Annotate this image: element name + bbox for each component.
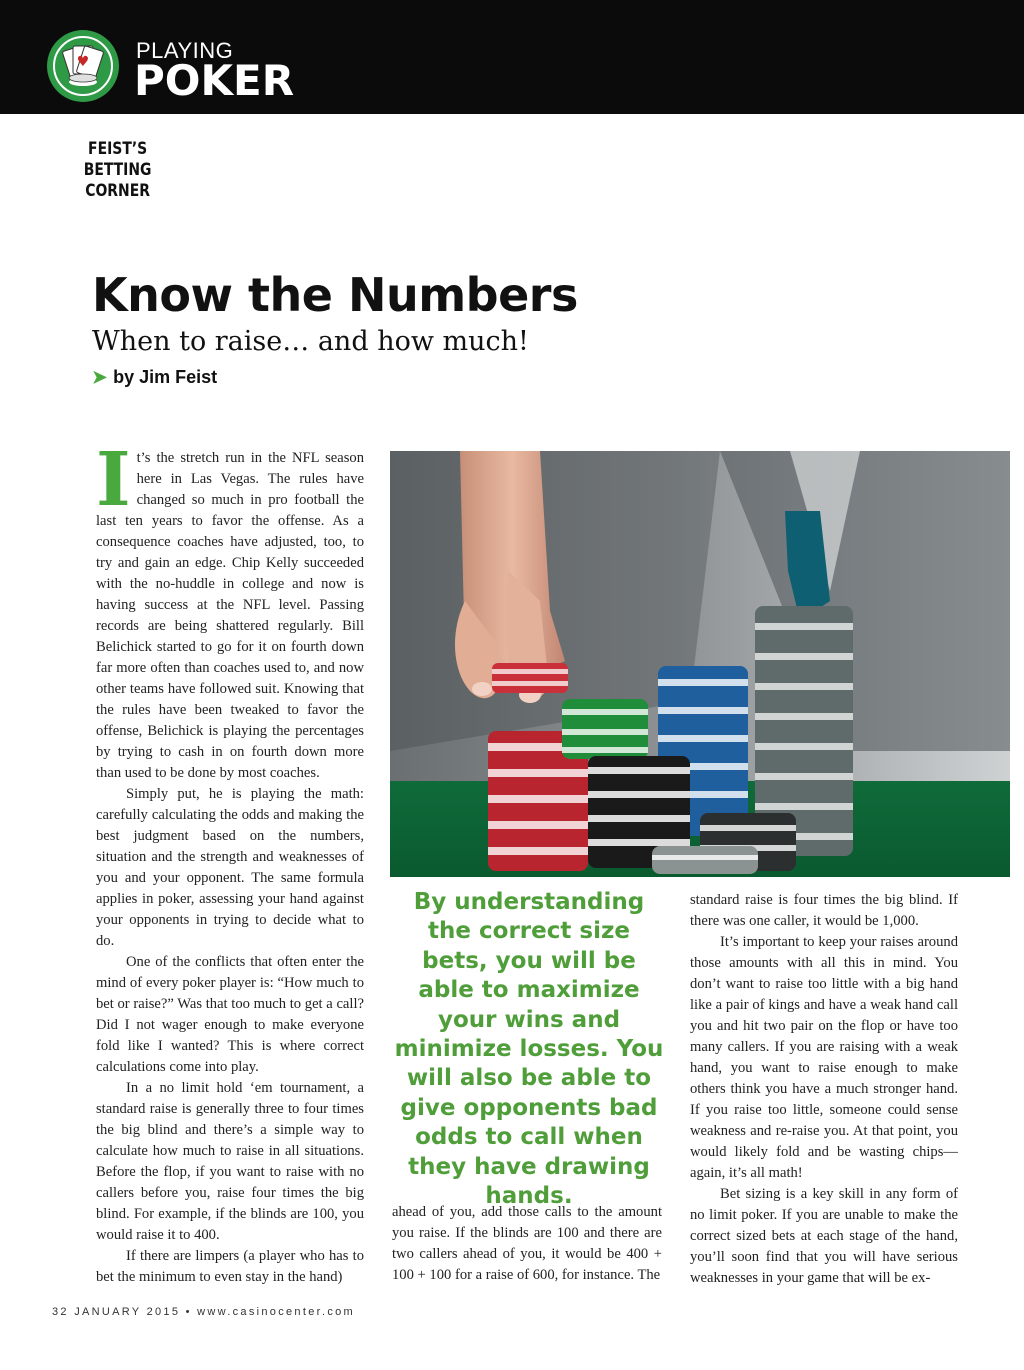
column-tag-line-1: FEIST’S xyxy=(88,139,148,159)
column-tag-line-2: BETTING CORNER xyxy=(83,160,152,201)
playing-poker-logo xyxy=(47,30,119,102)
paragraph: In a no limit hold ‘em tournament, a standard raise is generally three to four times the big blind and there’s a simple way to calculate how much to raise in all situations. Before the flop, if you want to raise with no callers before you, raise four times the big blind. For example, if the blinds are 100, you would raise it to 400. xyxy=(96,1080,364,1243)
column-tag xyxy=(52,139,183,202)
article-column-1 xyxy=(96,437,364,1288)
byline xyxy=(92,367,217,388)
paragraph: It’s important to keep your raises around those amounts with all this in mind. You don’t want to raise too little with a big hand like a pair of kings and have a weak hand call you and hit two pair on the flop or have too many callers. If you are raising with a weak hand, you want to raise enough to make others think you have a much stronger hand. If you raise too little, someone could sense weakness and re-raise you. At that point, you would likely fold and be wasting chips—again, it’s all math! xyxy=(690,934,958,1181)
article-title: Know the Numbers xyxy=(92,268,578,322)
pull-quote: By understanding the correct size bets, you will be able to maximize your wins and minimize losses. You will also be able to give opponents bad odds to call when they have drawing hands. xyxy=(394,889,664,1210)
paragraph: It’s the stretch run in the NFL season here in Las Vegas. The rules have changed so much in pro football the last ten years to favor the offense. As a consequence coaches have adjusted, too, to try and gain an edge. Chip Kelly succeeded with the no-huddle in college and now is having success at the NFL level. Passing records are being shattered regularly. Bill Belichick started to go for it on fourth down far more often than coaches used to, and now other teams have followed suit. Knowing that the rules have been tweaked to favor the offense, Belichick is playing the percentages by trying to cash in on fourth down more than used to be done by most coaches. xyxy=(96,437,364,781)
paragraph: ahead of you, add those calls to the amount you raise. If the blinds are 100 and there are two callers ahead of you, it would be 400 + 100 + 100 for a raise of 600, for instance. The xyxy=(392,1204,662,1283)
paragraph: One of the conflicts that often enter the mind of every poker player is: “How much to bet or raise?” Was that too much to get a call? Did I not wager enough to make everyone fold like I wanted? This is where correct calculations come into play. xyxy=(96,954,364,1075)
article-column-2 xyxy=(392,1202,662,1286)
byline-text: by Jim Feist xyxy=(113,367,218,387)
poker-chips-stack-photo xyxy=(390,451,1010,877)
arrow-right-icon: ➤ xyxy=(92,367,108,387)
paragraph: Bet sizing is a key skill in any form of no limit poker. If you are unable to make the correct sized bets at each stage of the hand, you’ll soon find that you will have serious weaknesses in your game that will be ex- xyxy=(690,1186,958,1286)
brand-main-text: POKER xyxy=(134,56,295,105)
paragraph: If there are limpers (a player who has to bet the minimum to even stay in the hand) xyxy=(96,1248,364,1285)
paragraph: standard raise is four times the big blind. If there was one caller, it would be 1,000. xyxy=(690,892,958,929)
svg-text:♥: ♥ xyxy=(76,54,90,70)
brand-top-text: PLAYING xyxy=(136,38,234,63)
magazine-header xyxy=(0,0,1024,114)
poker-cards-icon xyxy=(47,30,119,102)
drop-cap: I xyxy=(96,437,131,523)
paragraph: Simply put, he is playing the math: carefully calculating the odds and making the best judgment based on the numbers, situation and the strength and weaknesses of you and your opponent. The same formula applies in poker, assessing your hand against your opponents in trying to decide what to do. xyxy=(96,786,364,949)
page-footer: 32 JANUARY 2015 • www.casinocenter.com xyxy=(52,1306,356,1318)
article-column-3 xyxy=(690,890,958,1289)
article-subtitle: When to raise… and how much! xyxy=(92,326,529,357)
